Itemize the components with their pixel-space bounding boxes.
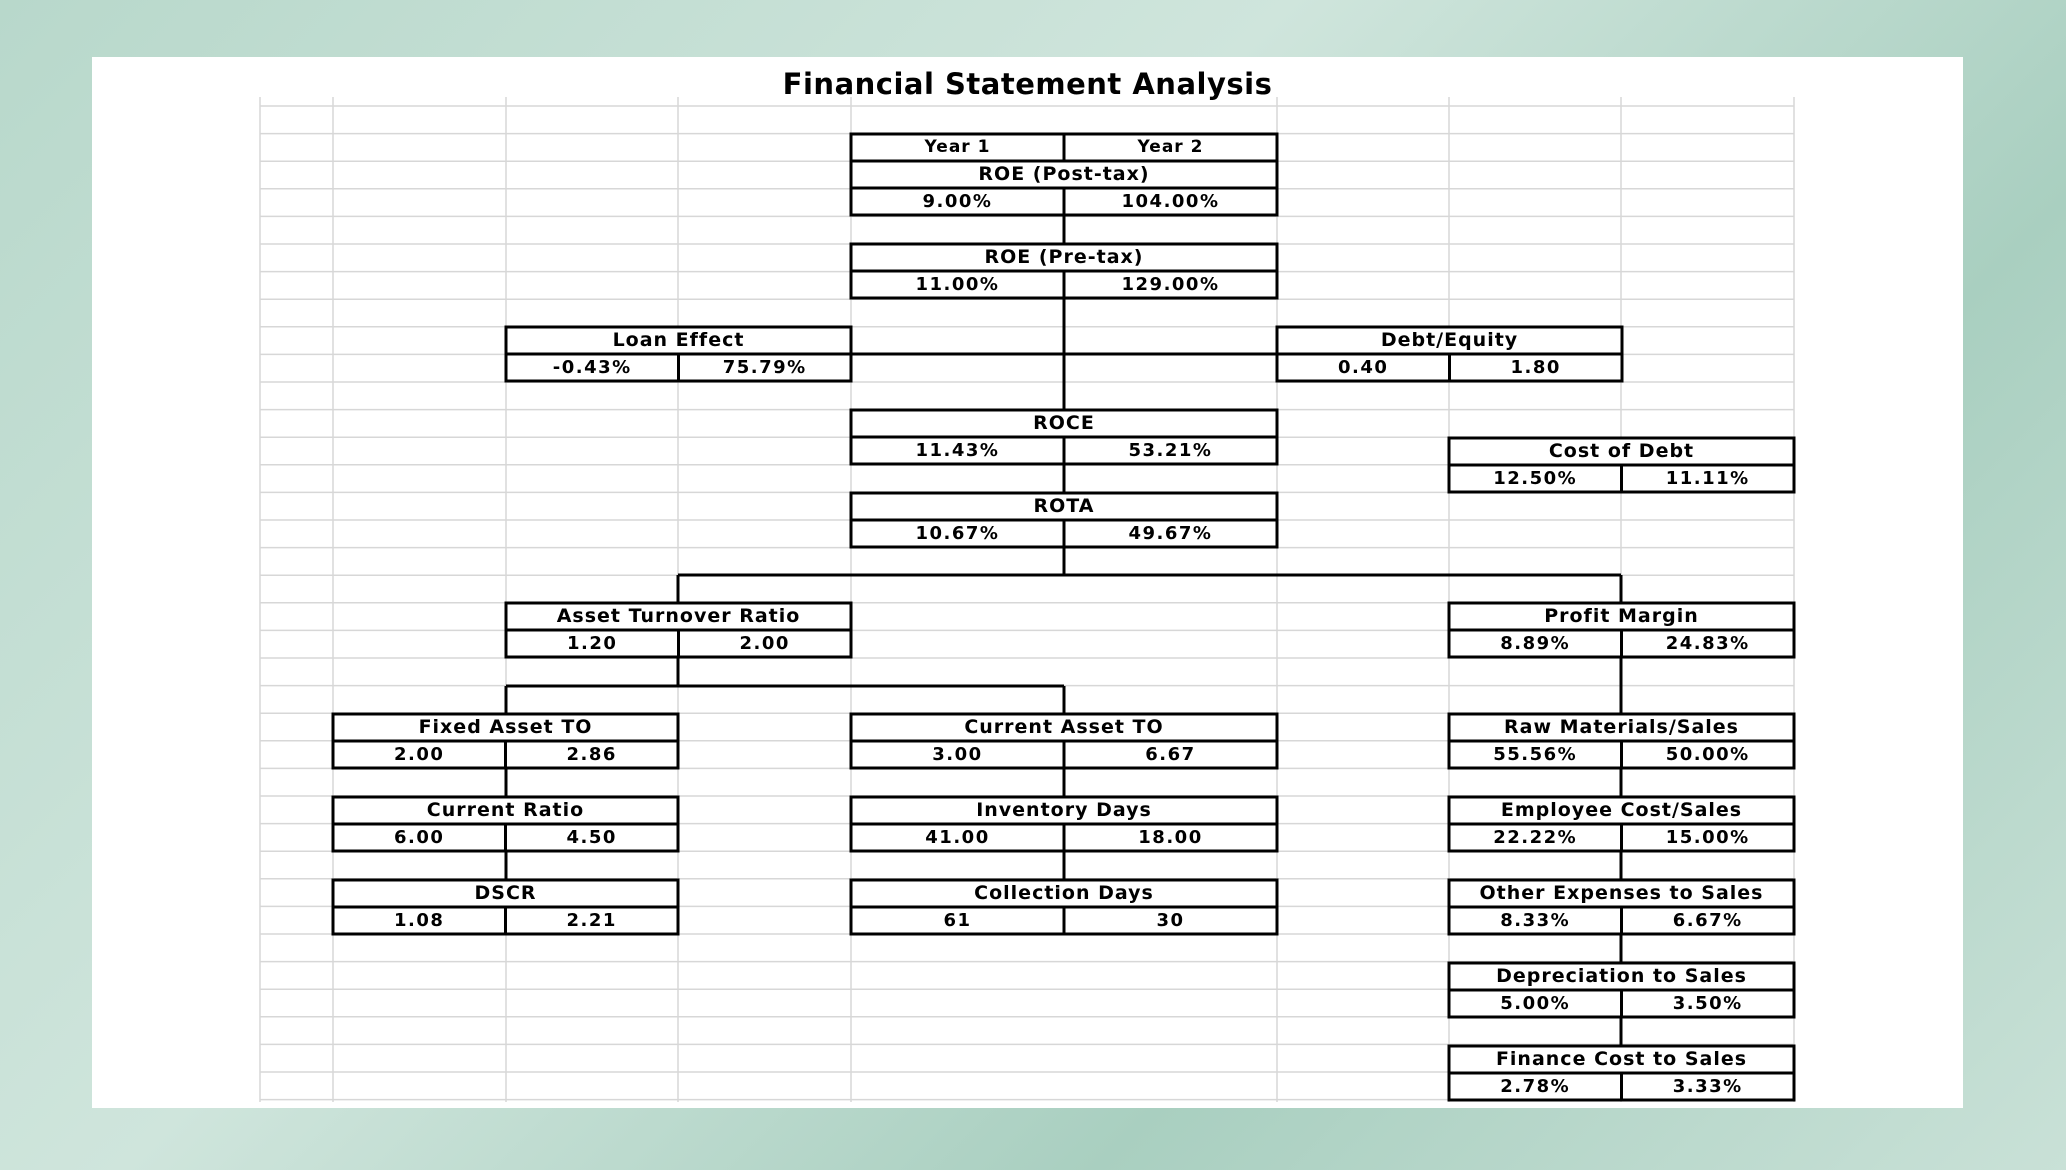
metric-label: Debt/Equity bbox=[1380, 329, 1519, 351]
slide bbox=[92, 57, 1963, 1108]
metric-label: ROE (Pre-tax) bbox=[984, 246, 1144, 268]
metric-year2-value: 18.00 bbox=[1138, 827, 1203, 848]
metric-asset-turnover bbox=[506, 603, 851, 657]
metric-year2-value: 4.50 bbox=[566, 827, 617, 848]
metric-current-asset-to bbox=[851, 714, 1277, 768]
metric-year2-value: 6.67 bbox=[1145, 744, 1196, 765]
metric-year1-value: 9.00% bbox=[922, 191, 993, 212]
metric-year2-value: 6.67% bbox=[1672, 910, 1743, 931]
metric-dscr bbox=[333, 880, 678, 934]
metric-year2-value: 2.86 bbox=[566, 744, 617, 765]
metric-year2-value: 53.21% bbox=[1128, 440, 1213, 461]
metric-year1-value: 61 bbox=[943, 910, 972, 931]
metric-year2-value: 3.33% bbox=[1672, 1076, 1743, 1097]
metric-year1-value: -0.43% bbox=[552, 357, 632, 378]
metric-label: DSCR bbox=[474, 882, 537, 904]
metric-finance-cost-sales bbox=[1449, 1046, 1794, 1100]
metric-debt-equity bbox=[1277, 327, 1622, 381]
metric-label: Employee Cost/Sales bbox=[1500, 799, 1743, 821]
metric-year2-value: 75.79% bbox=[722, 357, 807, 378]
metric-year1-value: 6.00 bbox=[394, 827, 445, 848]
metric-label: ROCE bbox=[1033, 412, 1095, 434]
metric-year1-value: 10.67% bbox=[915, 523, 1000, 544]
metric-roe-post-tax bbox=[851, 161, 1277, 215]
metric-profit-margin bbox=[1449, 603, 1794, 657]
metric-year2-value: 3.50% bbox=[1672, 993, 1743, 1014]
year-2-header: Year 2 bbox=[1137, 137, 1204, 157]
metric-year1-value: 5.00% bbox=[1500, 993, 1571, 1014]
metric-year2-value: 30 bbox=[1156, 910, 1185, 931]
metric-label: Finance Cost to Sales bbox=[1495, 1048, 1748, 1070]
metric-year1-value: 11.00% bbox=[915, 274, 1000, 295]
metric-year1-value: 11.43% bbox=[915, 440, 1000, 461]
metric-year1-value: 22.22% bbox=[1493, 827, 1578, 848]
metric-year1-value: 2.00 bbox=[394, 744, 445, 765]
metric-year1-value: 3.00 bbox=[932, 744, 983, 765]
metric-label: Collection Days bbox=[974, 882, 1154, 904]
metric-year1-value: 1.08 bbox=[394, 910, 445, 931]
metric-year1-value: 55.56% bbox=[1493, 744, 1578, 765]
metric-year2-value: 2.00 bbox=[739, 633, 790, 654]
metric-year2-value: 50.00% bbox=[1665, 744, 1750, 765]
metric-label: Inventory Days bbox=[976, 799, 1152, 821]
metric-label: ROTA bbox=[1033, 495, 1095, 517]
metric-label: Loan Effect bbox=[612, 329, 745, 351]
metric-year2-value: 104.00% bbox=[1121, 191, 1220, 212]
metric-label: Cost of Debt bbox=[1548, 440, 1695, 462]
metric-inventory-days bbox=[851, 797, 1277, 851]
metric-year1-value: 8.33% bbox=[1500, 910, 1571, 931]
metric-year2-value: 129.00% bbox=[1121, 274, 1220, 295]
metric-label: Asset Turnover Ratio bbox=[556, 605, 801, 627]
metric-year2-value: 15.00% bbox=[1665, 827, 1750, 848]
metric-year1-value: 12.50% bbox=[1493, 468, 1578, 489]
metric-label: Other Expenses to Sales bbox=[1479, 882, 1764, 904]
metric-year1-value: 1.20 bbox=[567, 633, 618, 654]
metric-year1-value: 2.78% bbox=[1500, 1076, 1571, 1097]
metric-year2-value: 1.80 bbox=[1510, 357, 1561, 378]
metric-year2-value: 49.67% bbox=[1128, 523, 1213, 544]
metric-employee-cost-sales bbox=[1449, 797, 1794, 851]
metric-rota bbox=[851, 493, 1277, 547]
metric-label: Current Asset TO bbox=[964, 716, 1164, 738]
metric-year2-value: 2.21 bbox=[566, 910, 617, 931]
metric-raw-materials-sales bbox=[1449, 714, 1794, 768]
metric-other-expenses-sales bbox=[1449, 880, 1794, 934]
metric-label: Current Ratio bbox=[426, 799, 585, 821]
metric-year2-value: 11.11% bbox=[1665, 468, 1750, 489]
metric-year1-value: 8.89% bbox=[1500, 633, 1571, 654]
metric-current-ratio bbox=[333, 797, 678, 851]
page-title: Financial Statement Analysis bbox=[782, 67, 1273, 101]
year-1-header: Year 1 bbox=[924, 137, 991, 157]
metric-roe-pre-tax bbox=[851, 244, 1277, 298]
metric-year2-value: 24.83% bbox=[1665, 633, 1750, 654]
metric-label: Profit Margin bbox=[1544, 605, 1699, 627]
metric-depreciation-sales bbox=[1449, 963, 1794, 1017]
metric-loan-effect bbox=[506, 327, 851, 381]
metric-label: Raw Materials/Sales bbox=[1504, 716, 1739, 738]
metric-year1-value: 41.00 bbox=[925, 827, 990, 848]
metric-year1-value: 0.40 bbox=[1338, 357, 1389, 378]
metric-roce bbox=[851, 410, 1277, 464]
metric-label: Fixed Asset TO bbox=[418, 716, 593, 738]
metric-cost-of-debt bbox=[1449, 438, 1794, 492]
metric-collection-days bbox=[851, 880, 1277, 934]
metric-label: Depreciation to Sales bbox=[1496, 965, 1747, 987]
metric-fixed-asset-to bbox=[333, 714, 678, 768]
metric-label: ROE (Post-tax) bbox=[978, 163, 1150, 185]
